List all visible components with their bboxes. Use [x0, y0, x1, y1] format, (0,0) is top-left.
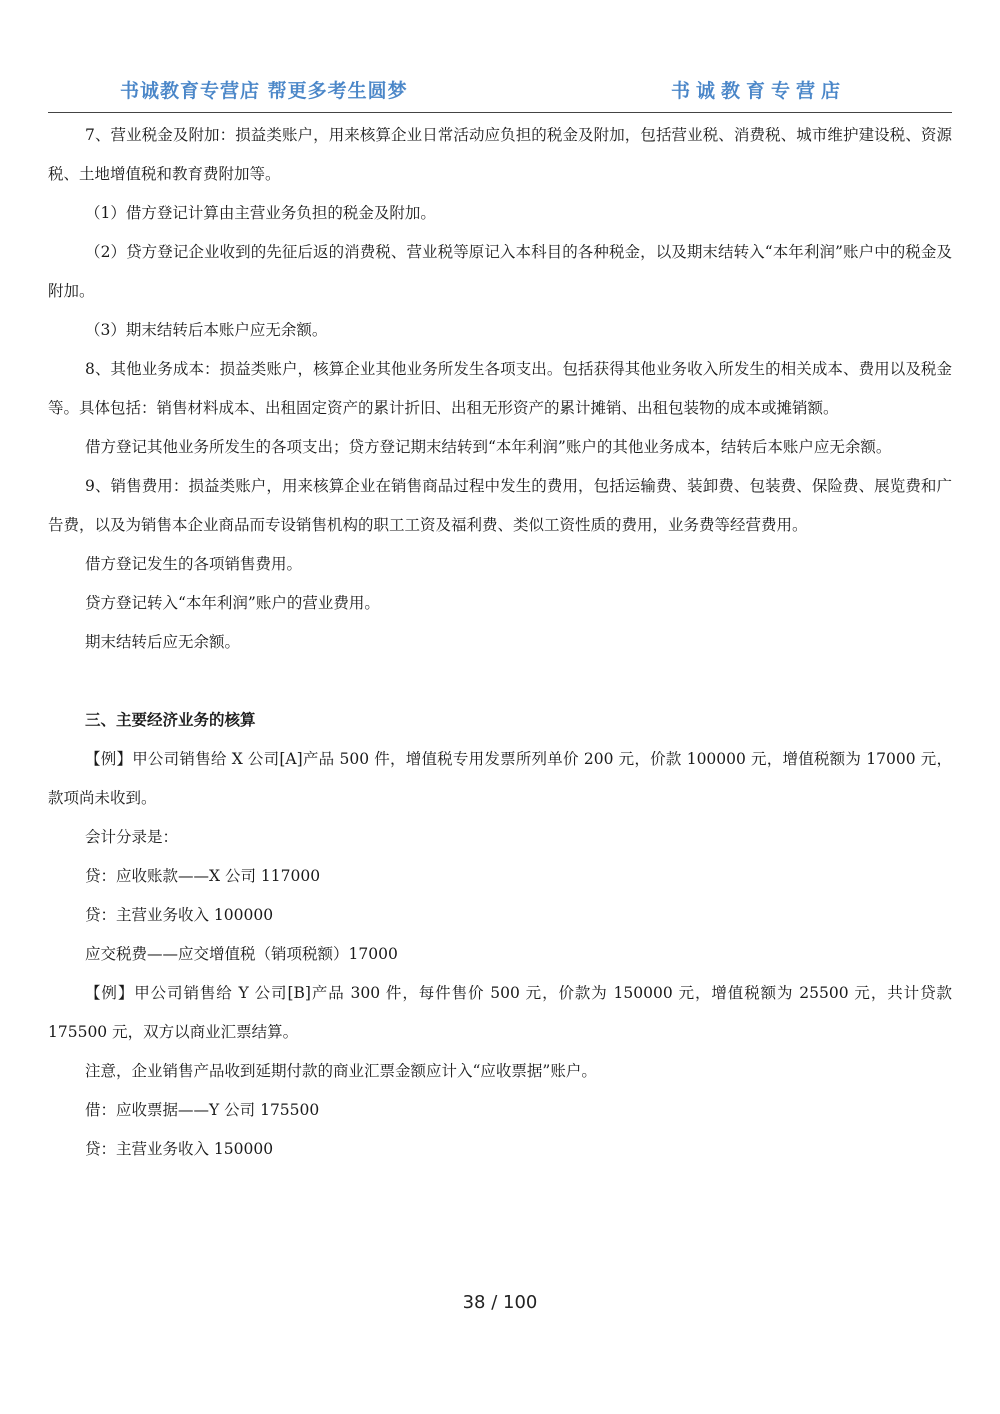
header-divider — [48, 112, 952, 113]
header-right-text: 书诚教育专营店 — [670, 80, 846, 102]
paragraph-9-c: 期末结转后应无余额。 — [85, 633, 241, 651]
example-1-entry-label: 会计分录是： — [85, 828, 179, 846]
example-1-entry-line-2: 贷：主营业务收入 100000 — [85, 906, 274, 924]
paragraph-9-b: 贷方登记转入“本年利润”账户的营业费用。 — [85, 594, 380, 612]
paragraph-8: 8、其他业务成本：损益类账户，核算企业其他业务所发生各项支出。包括获得其他业务收入所发生的相关成本、费用以及税金等。具体包括：销售材料成本、出租固定资产的累计折旧、出租无形资产的累计摊销、出租包装物的成本或摊销额。 — [48, 360, 952, 417]
example-2-entry-line-2: 贷：主营业务收入 150000 — [85, 1140, 274, 1158]
paragraph-7-2: （2）贷方登记企业收到的先征后返的消费税、营业税等原记入本科目的各种税金，以及期末结转入“本年利润”账户中的税金及附加。 — [48, 243, 952, 300]
paragraph-7-3: （3）期末结转后本账户应无余额。 — [85, 321, 328, 339]
example-1-entry-line-1: 贷：应收账款——X 公司 117000 — [85, 867, 321, 885]
page-header — [48, 70, 952, 114]
paragraph-8-a: 借方登记其他业务所发生的各项支出；贷方登记期末结转到“本年利润”账户的其他业务成本，结转后本账户应无余额。 — [85, 438, 892, 456]
section-heading: 三、主要经济业务的核算 — [85, 711, 256, 729]
paragraph-9-a: 借方登记发生的各项销售费用。 — [85, 555, 303, 573]
spacer — [48, 662, 952, 701]
example-2-entry-line-1: 借：应收票据——Y 公司 175500 — [85, 1101, 320, 1119]
header-left-text: 书诚教育专营店 帮更多考生圆梦 — [120, 80, 408, 102]
example-1: 【例】甲公司销售给 X 公司[A]产品 500 件，增值税专用发票所列单价 200 元，价款 100000 元，增值税额为 17000 元，款项尚未收到。 — [48, 750, 952, 807]
example-2: 【例】甲公司销售给 Y 公司[B]产品 300 件，每件售价 500 元，价款为 150000 元，增值税额为 25500 元，共计贷款 175500 元，双方以商业汇票结算。 — [48, 984, 952, 1041]
example-2-note: 注意，企业销售产品收到延期付款的商业汇票金额应计入“应收票据”账户。 — [85, 1062, 597, 1080]
example-1-entry-line-3: 应交税费——应交增值税（销项税额）17000 — [85, 945, 398, 963]
page-number: 38 / 100 — [462, 1292, 538, 1313]
paragraph-7: 7、营业税金及附加：损益类账户，用来核算企业日常活动应负担的税金及附加，包括营业税、消费税、城市维护建设税、资源税、土地增值税和教育费附加等。 — [48, 126, 952, 183]
paragraph-9: 9、销售费用：损益类账户，用来核算企业在销售商品过程中发生的费用，包括运输费、装卸费、包装费、保险费、展览费和广告费，以及为销售本企业商品而专设销售机构的职工工资及福利费、类似工资性质的费用，业务费等经营费用。 — [48, 477, 952, 534]
paragraph-7-1: （1）借方登记计算由主营业务负担的税金及附加。 — [85, 204, 436, 222]
document-body — [48, 116, 952, 1169]
